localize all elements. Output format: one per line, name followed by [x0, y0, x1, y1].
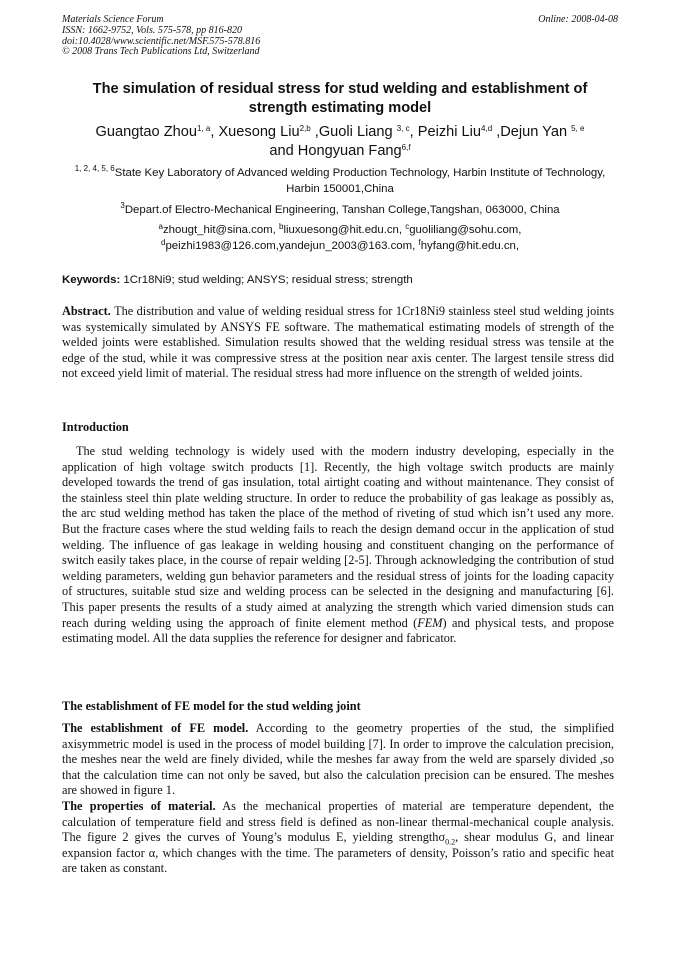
abstract-paragraph	[62, 304, 614, 382]
sigma-symbol: σ	[438, 830, 446, 845]
author-separator: ,	[492, 124, 501, 140]
paragraph-label: The properties of material.	[62, 799, 216, 813]
affiliation-sup: 1, 2, 4, 5, 6	[74, 164, 115, 173]
online-date: Online: 2008-04-08	[538, 14, 618, 25]
email-sup: c	[405, 222, 410, 231]
author-affil-sup: 6,f	[401, 143, 411, 152]
introduction-text: The stud welding technology is widely used with the modern industry developing, especially in the application of high voltage switch products [1]. Recently, the high voltage switch products are mainly developed towards the trend of gas insulation, total airtight coating and without maintenance. They consist of the stainless steel thin plate welding structure. In order to reduce the probability of gas leakage as possibly as, the arc stud welding method has taken the place of the method of riveting of stud which isn’t used any more. But the fracture cases where the stud welding fails to reach the design demand occur in the application of stud welding. The influence of gas leakage in welding housing and constituent changing on the performance of switch easily takes place, in the course of repair welding [2-5]. Through acknowledging the contribution of stud welding parameters, welding gun behavior parameters and the residual stress of joints for the loading capacity of structures, suitable stud size and welding process can be selected in the designing and manufacturing [6]. This paper presents the results of a study aimed at analyzing the strength which varied dimension studs can reach during welding using the approach of finite element method (	[62, 444, 614, 630]
author-separator: ,	[409, 124, 418, 140]
keywords	[62, 273, 618, 288]
author-name: Peizhi Liu	[417, 124, 482, 140]
email-sup: a	[158, 222, 163, 231]
email-text: guoliliang@sohu.com,	[409, 224, 522, 236]
journal-header	[62, 15, 618, 58]
affiliation-2	[62, 203, 618, 219]
author-affil-sup: 2,b	[299, 124, 311, 133]
email-text: zhougt_hit@sina.com,	[162, 224, 280, 236]
email-sup: f	[418, 237, 421, 247]
affiliation-sup: 3	[120, 201, 125, 210]
author-affil-sup: 5, e	[571, 124, 585, 133]
affiliation-text: Depart.of Electro-Mechanical Engineering, Tanshan College,Tangshan, 063000, China	[124, 204, 560, 216]
section-heading-introduction: Introduction	[62, 420, 129, 434]
fe-model-paragraph	[62, 721, 614, 799]
author-separator: ,	[210, 124, 219, 140]
paragraph-text-end: , shear modulus G, and linear expansion factor α, which changes with the time. The parameters of density, Poisson’s ratio and specific heat are taken as constant.	[62, 830, 614, 876]
paragraph-text: As the mechanical properties of material are temperature dependent, the calculation of temperature field and stress field is defined as non-linear thermal-mechanical couple analysis. The figure 2 gives the curves of Young’s modulus E, yielding strength	[62, 799, 615, 845]
section-heading-fe-model: The establishment of FE model for the stud welding joint	[62, 699, 361, 713]
abstract-label: Abstract.	[62, 304, 111, 318]
affiliation-text: State Key Laboratory of Advanced welding Production Technology, Harbin Institute of Technology, Harbin 150001,China	[114, 167, 606, 195]
material-properties-paragraph	[62, 799, 614, 877]
paragraph-text: According to the geometry properties of the stud, the simplified axisymmetric model is used in the process of model building [7]. In order to improve the calculation precision, the meshes near the weld are finely divided, while the meshes far away from the weld are sparsely divided ,so that the calculation time can not only be saved, but also the calculation precision can be ensured. The meshes are showed in figure 1.	[62, 721, 614, 798]
paper-title: The simulation of residual stress for stud welding and establishment of strength estimating model	[92, 81, 588, 116]
journal-copyright: © 2008 Trans Tech Publications Ltd, Switzerland	[62, 46, 260, 58]
email-list	[62, 223, 618, 254]
author-separator: ,	[310, 124, 319, 140]
author-name: Xuesong Liu	[218, 124, 300, 140]
author-name: Guoli Liang	[318, 124, 397, 140]
author-name: Guangtao Zhou	[95, 124, 197, 140]
author-name: and Hongyuan Fang	[269, 143, 402, 159]
email-sup: d	[160, 237, 166, 247]
introduction-text-end: ) and physical tests, and propose estimating model. All the data supplies the reference for designer and fabricator.	[62, 615, 614, 646]
email-text: peizhi1983@126.com,yandejun_2003@163.com,	[165, 239, 419, 252]
sigma-subscript: 0.2	[445, 837, 456, 847]
fem-term: FEM	[417, 615, 443, 630]
author-affil-sup: 3, c	[396, 124, 410, 133]
abstract-text: The distribution and value of welding residual stress for 1Cr18Ni9 stainless steel stud welding joints was systemically simulated by ANSYS FE software. The mathematical estimating models of strength of the welded joints were established. Simulation results showed that the welding residual stress was tensile at the edge of the stud, while it was compressive stress at the position near axis center. The largest tensile stress did not exceed yield limit of material. The residual stress had more influence on the strength of welded joints.	[62, 304, 614, 381]
journal-name: Materials Science Forum	[62, 14, 164, 25]
author-affil-sup: 4,d	[481, 124, 493, 133]
affiliation-1	[62, 166, 618, 197]
journal-issn: ISSN: 1662-9752, Vols. 575-578, pp 816-820	[62, 24, 242, 36]
journal-doi: doi:10.4028/www.scientific.net/MSF.575-578.816	[62, 35, 261, 47]
paragraph-label: The establishment of FE model.	[62, 721, 249, 735]
email-sup: b	[279, 222, 284, 231]
introduction-paragraph	[62, 444, 614, 647]
author-affil-sup: 1, a	[196, 124, 211, 133]
keywords-label: Keywords:	[62, 274, 121, 286]
email-text: liuxuesong@hit.edu.cn,	[283, 224, 406, 236]
email-text: hyfang@hit.edu.cn,	[420, 239, 520, 252]
author-list	[62, 123, 618, 161]
author-name: Dejun Yan	[500, 124, 572, 140]
keywords-text: 1Cr18Ni9; stud welding; ANSYS; residual stress; strength	[120, 274, 413, 286]
